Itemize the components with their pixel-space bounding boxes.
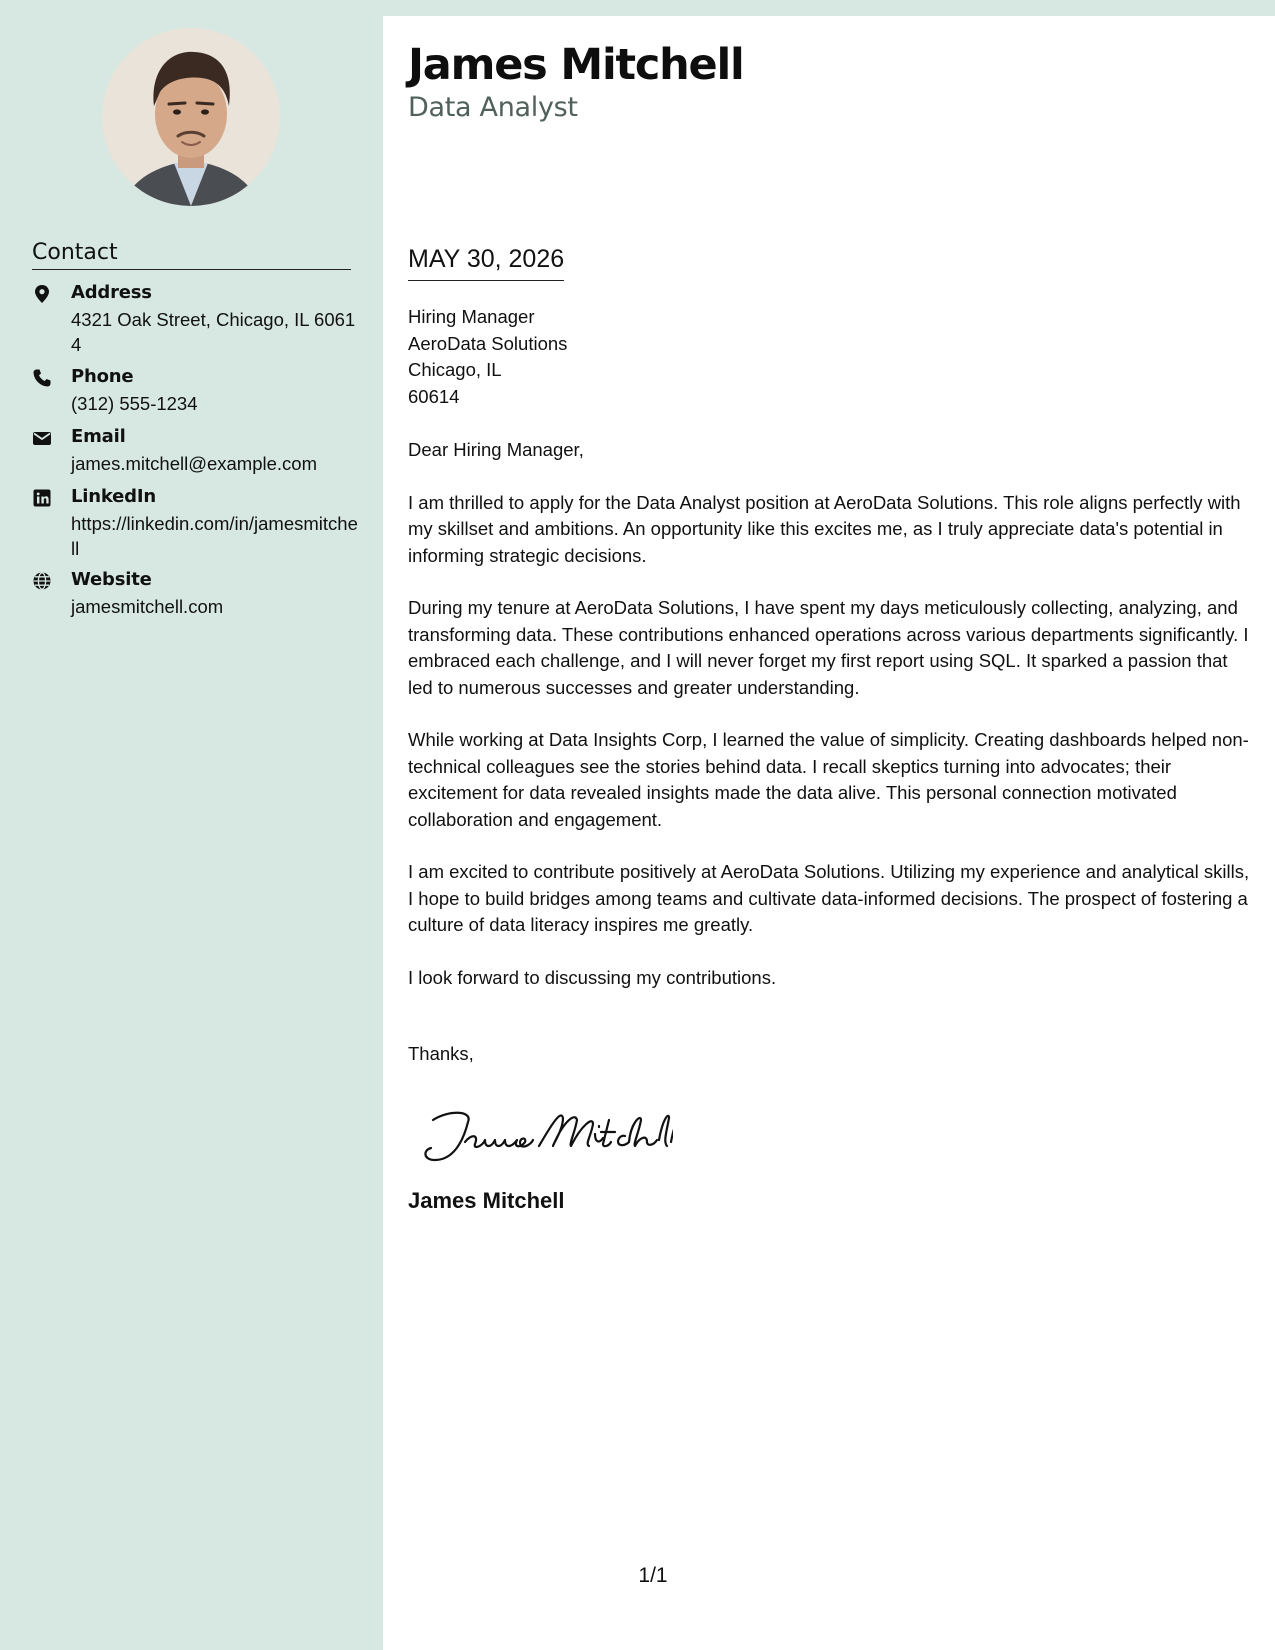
handwritten-signature xyxy=(413,1102,673,1172)
contact-heading: Contact xyxy=(32,240,351,270)
phone-label: Phone xyxy=(71,366,134,387)
address-label: Address xyxy=(71,282,152,303)
phone-value: (312) 555-1234 xyxy=(71,393,198,414)
sidebar xyxy=(0,0,383,1650)
avatar xyxy=(102,28,280,206)
linkedin-value[interactable]: https://linkedin.com/in/jamesmitchell xyxy=(71,513,358,559)
recipient-line: Hiring Manager xyxy=(408,306,535,327)
body-paragraph: I am excited to contribute positively at AeroData Solutions. Utilizing my experience and analytical skills, I hope to build bridges among teams and cultivate data-informed decisions. The prospect of fostering a culture of data literacy inspires me greatly. xyxy=(408,861,1250,935)
contact-address xyxy=(32,282,362,355)
website-label: Website xyxy=(71,569,152,590)
applicant-title: Data Analyst xyxy=(408,92,578,123)
body-paragraph: I look forward to discussing my contributions. xyxy=(408,966,777,988)
linkedin-label: LinkedIn xyxy=(71,486,156,507)
contact-website xyxy=(32,569,362,617)
salutation: Dear Hiring Manager, xyxy=(408,439,584,460)
closing: Thanks, xyxy=(408,1043,474,1064)
envelope-icon xyxy=(32,428,52,448)
body-paragraph: During my tenure at AeroData Solutions, I have spent my days meticulously collecting, analyzing, and transforming data. These contributions enhanced operations across various departments significantly. I embraced each challenge, and I will never forget my first report using SQL. It sparked a passion that led to numerous successes and greater understanding. xyxy=(408,597,1249,698)
recipient-line: AeroData Solutions xyxy=(408,332,568,354)
recipient-line: Chicago, IL xyxy=(408,359,502,380)
page-number: 1/1 xyxy=(638,1564,668,1587)
linkedin-icon xyxy=(32,488,52,508)
map-pin-icon xyxy=(32,284,52,304)
recipient-line: 60614 xyxy=(408,385,460,407)
body-paragraph: I am thrilled to apply for the Data Analyst position at AeroData Solutions. This role aligns perfectly with my skillset and ambitions. An opportunity like this excites me, as I truly appreciate data's potential in informing strategic decisions. xyxy=(408,491,1241,566)
email-label: Email xyxy=(71,426,126,447)
website-value[interactable]: jamesmitchell.com xyxy=(71,596,224,617)
letter-body xyxy=(408,437,1253,1017)
letter-panel xyxy=(383,16,1275,1650)
body-paragraph: While working at Data Insights Corp, I learned the value of simplicity. Creating dashboards helped non-technical colleagues see the stories behind data. I recall skeptics turning into advocates; their excitement for data revealed insights made the data alive. This personal connection motivated collaboration and engagement. xyxy=(408,729,1249,830)
contact-email xyxy=(32,426,362,474)
contact-phone xyxy=(32,366,362,414)
phone-icon xyxy=(32,368,52,388)
applicant-name: James Mitchell xyxy=(408,40,744,90)
email-value[interactable]: james.mitchell@example.com xyxy=(71,453,317,474)
profile-photo xyxy=(102,28,280,206)
contact-linkedin xyxy=(32,486,362,559)
recipient-block xyxy=(408,304,567,410)
letter-date: MAY 30, 2026 xyxy=(408,245,564,281)
signed-name: James Mitchell xyxy=(408,1188,565,1213)
globe-icon xyxy=(32,571,52,591)
address-value: 4321 Oak Street, Chicago, IL 60614 xyxy=(71,309,356,355)
